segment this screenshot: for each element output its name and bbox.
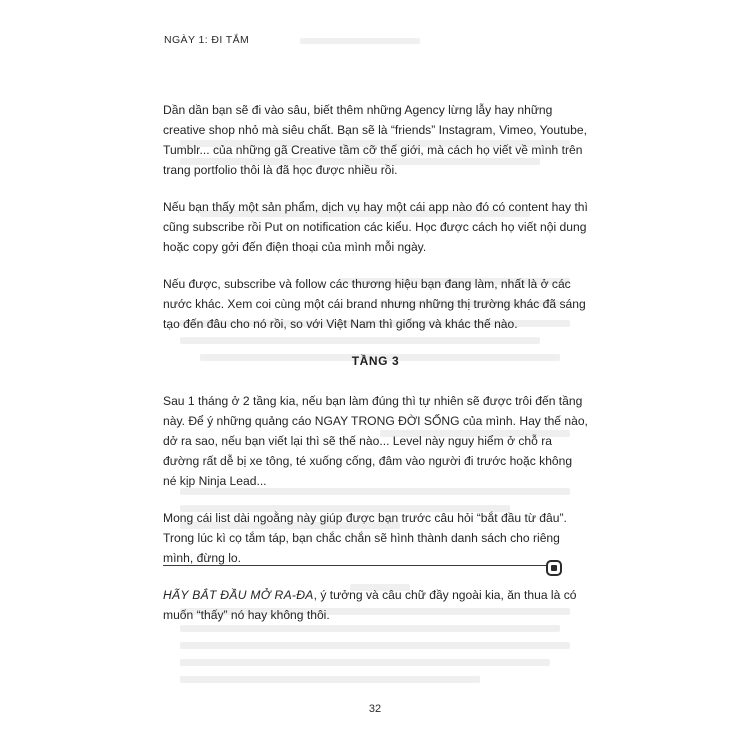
page-number: 32 [368, 703, 382, 715]
body-paragraph: Mong cái list dài ngoằng này giúp được bạn trước câu hỏi “bắt đầu từ đâu”. Trong lúc kì cọ tắm táp, bạn chắc chắn sẽ hình thành danh sách cho riêng mình, đừng lo. [163, 511, 567, 565]
page-body [163, 100, 588, 642]
body-paragraph: Sau 1 tháng ở 2 tầng kia, nếu bạn làm đúng thì tự nhiên sẽ được trôi đến tầng này. Để ý những quảng cáo NGAY TRONG ĐỜI SỐNG của mình. Hay thế nào, dở ra sao, nếu bạn viết lại thì sẽ thế nào... Level này nguy hiểm ở chỗ ra đường rất dễ bị xe tông, té xuống cống, đâm vào người đi trước hoặc không né kịp Ninja Lead... [163, 394, 588, 488]
running-header: NGÀY 1: ĐI TẮM [164, 34, 250, 46]
body-paragraph: Nếu bạn thấy một sản phẩm, dịch vụ hay một cái app nào đó có content hay thì cũng subscribe rồi Put on notification các kiểu. Học được cách họ viết nội dung hoặc copy gởi đến điện thoại của mình mỗi ngày. [163, 200, 588, 254]
closing-paragraph [163, 585, 588, 625]
end-of-section-square-icon [546, 560, 562, 576]
section-end-divider [163, 565, 555, 566]
body-paragraph: Dần dần bạn sẽ đi vào sâu, biết thêm những Agency lừng lẫy hay những creative shop nhỏ mà siêu chất. Bạn sẽ là “friends” Instagram, Vimeo, Youtube, Tumblr... của những gã Creative tầm cỡ thế giới, mà cách họ viết về mình trên trang portfolio thôi là đã học được nhiều rồi. [163, 103, 587, 177]
section-heading: TẦNG 3 [351, 354, 400, 368]
closing-remainder: , ý tưởng và câu chữ đầy ngoài kia, ăn thua là có muốn “thấy” nó hay không thôi. [163, 588, 577, 622]
closing-lead-phrase: HÃY BẮT ĐẦU MỞ RA-ĐA [163, 588, 314, 602]
body-paragraph: Nếu được, subscribe và follow các thương hiệu bạn đang làm, nhất là ở các nước khác. Xem coi cùng một cái brand nhưng những thị trường khác đã sáng tạo đến đâu cho nó rồi, so với Việt Nam thì giống và khác thế nào. [163, 277, 586, 331]
